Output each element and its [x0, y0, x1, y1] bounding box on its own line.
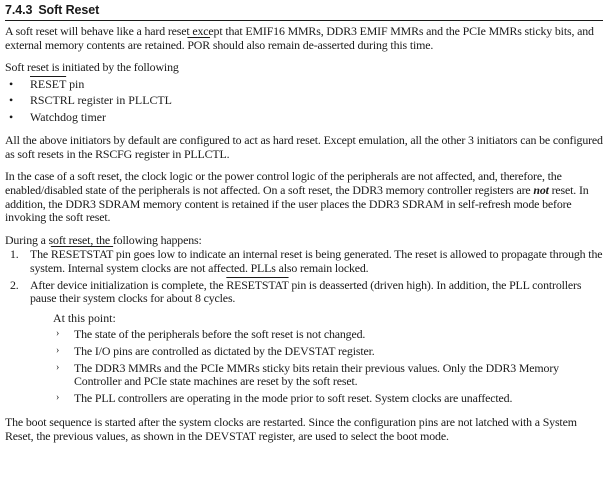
- initiated-by-text: Soft reset is initiated by the following: [5, 60, 179, 75]
- step-text-a: After device initialization is complete, the: [30, 277, 227, 292]
- list-item-text: Watchdog timer: [30, 109, 106, 124]
- boot-sequence-paragraph: The boot sequence is started after the system clocks are restarted. Since the configuration pins are not latched with a System Reset, the previous values, as shown in the DEVSTAT register, are used to select the boot mode.: [5, 415, 577, 443]
- chevron-right-icon: ›: [56, 328, 60, 340]
- point-item: [5, 362, 603, 389]
- during-text: During a soft reset, the following happens:: [5, 232, 202, 247]
- step-item: [5, 248, 603, 275]
- section-number: 7.4.3: [5, 3, 33, 17]
- point-item: [5, 328, 603, 342]
- point-text: The state of the peripherals before the soft reset is not changed.: [74, 327, 366, 342]
- list-item: [5, 92, 603, 109]
- list-item: [5, 109, 603, 126]
- list-item-text: pin: [66, 76, 85, 91]
- bullet-icon: •: [9, 76, 14, 91]
- point-text: The I/O pins are controlled as dictated by the DEVSTAT register.: [74, 344, 375, 358]
- chevron-right-icon: ›: [56, 391, 60, 403]
- step-text-b: pin goes low to indicate an internal reset is being generated. The reset is allowed to propagate through the system. Internal system clocks are not affected. PLLs also remain locked.: [30, 247, 603, 276]
- por-signal: $\overline{POR}$: [187, 37, 211, 52]
- reset-signal: RESET: [30, 76, 67, 91]
- list-item: [5, 76, 603, 93]
- intro-paragraph: [5, 25, 603, 52]
- section-title: Soft Reset: [38, 3, 100, 17]
- default-config-paragraph: All the above initiators by default are configured to act as hard reset. Except emulation, all the other 3 initiators can be configured as soft resets in the RSCFG register in PLLCTL.: [5, 133, 603, 161]
- section-heading: [5, 2, 603, 21]
- step-number: 2.: [10, 277, 19, 292]
- bullet-icon: •: [9, 109, 14, 124]
- case-text-a: In the case of a soft reset, the clock logic or the power control logic of the peripherals are not affected, and, therefore, the enabled/disabled state of the peripherals is not affected. On a soft reset, the DDR3 memory controller registers are: [5, 169, 562, 198]
- not-emphasis: not: [533, 183, 549, 198]
- bullet-icon: •: [9, 93, 14, 108]
- point-text: The PLL controllers are operating in the mode prior to soft reset. System clocks are unaffected.: [74, 390, 513, 405]
- intro-text-a: A soft reset will behave like a hard reset except that EMIF16 MMRs, DDR3 EMIF MMRs and the PCIe MMRs sticky bits, and external memory contents are retained.: [5, 24, 594, 52]
- intro-text-b: should also remain de-asserted during this time.: [210, 37, 434, 52]
- chevron-right-icon: ›: [56, 345, 60, 356]
- document-page: [5, 2, 603, 444]
- step-number: 1.: [10, 247, 19, 262]
- steps-list: [5, 248, 603, 305]
- step-text-a: The: [30, 247, 51, 262]
- list-item-text: RSCTRL register in PLLCTL: [30, 93, 172, 108]
- step-text-b: pin is deasserted (driven high). In addition, the PLL controllers pause their system clocks for about 8 cycles.: [30, 277, 582, 306]
- soft-reset-case-paragraph: [5, 170, 603, 224]
- resetstat-signal: RESETSTAT: [50, 247, 114, 262]
- at-this-point-label: At this point:: [53, 310, 116, 325]
- case-text-b: reset. In addition, the DDR3 SDRAM memory content is retained if the user places the DDR3 SDRAM in self-refresh mode before invoking the soft reset.: [5, 183, 589, 225]
- resetstat-signal: RESETSTAT: [226, 277, 289, 292]
- step-item: [5, 279, 603, 306]
- point-item: [5, 345, 603, 359]
- point-text: The DDR3 MMRs and the PCIe MMRs sticky bits retain their previous values. Only the DDR3 Memory Controller and PCIe state machines are reset by the soft reset.: [74, 360, 559, 389]
- chevron-right-icon: ›: [56, 361, 60, 373]
- point-list: [5, 328, 603, 405]
- initiator-list: [5, 76, 603, 126]
- point-item: [5, 392, 603, 406]
